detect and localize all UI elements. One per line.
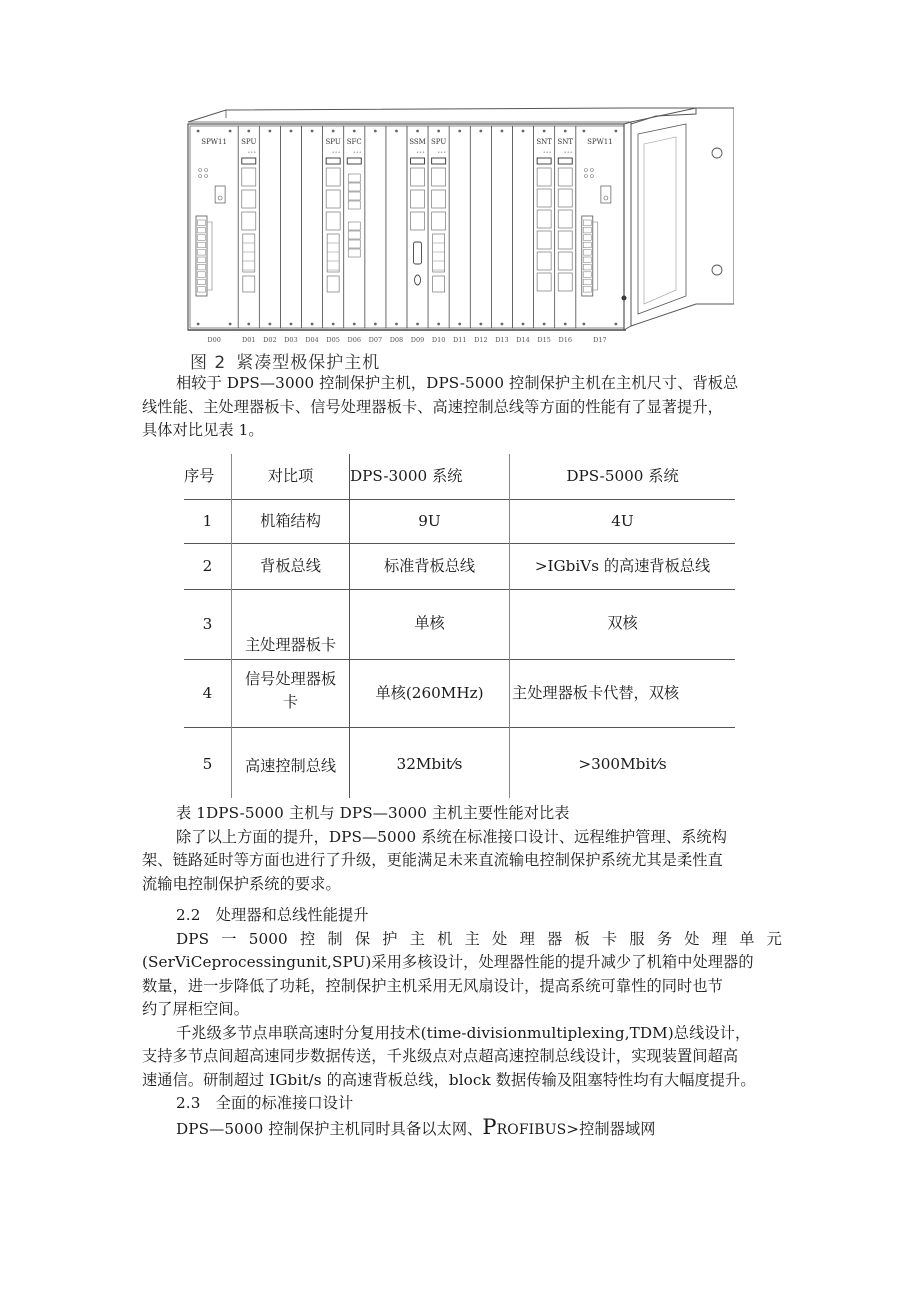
led-row-icon: ••• <box>437 150 447 156</box>
table-header-item: 对比项 <box>267 467 314 485</box>
screw-icon <box>290 130 293 133</box>
slot-id: D13 <box>495 336 509 344</box>
slot-id: D01 <box>242 336 256 344</box>
spread-token: 5000 <box>248 929 288 948</box>
screw-icon <box>332 130 335 133</box>
figure-caption <box>190 348 380 373</box>
table-cell-dps3000: 标准背板总线 <box>383 557 476 575</box>
slot-id: D07 <box>368 336 383 344</box>
slot-id: D16 <box>558 336 572 344</box>
spread-token: 控 <box>299 929 316 948</box>
spread-token: 理 <box>519 929 535 948</box>
screw-icon <box>479 323 482 326</box>
table-cell-item: 背板总线 <box>260 557 321 575</box>
table-rule <box>184 659 735 660</box>
screw-icon <box>197 323 200 326</box>
slot-id: D04 <box>305 336 319 344</box>
spread-token: 一 <box>221 929 237 948</box>
spread-token: 单 <box>739 929 755 948</box>
screw-icon <box>268 130 271 133</box>
table-header-dps3000: DPS-3000 系统 <box>350 467 463 485</box>
section-2-2-para1-line-2: (SerViCeprocessingunit,SPU)采用多核设计，处理器性能的提升减少了机箱中处理器的 <box>142 953 754 971</box>
spread-token: 保 <box>354 929 371 948</box>
screw-icon <box>416 323 419 326</box>
screw-icon <box>543 323 546 326</box>
slot-label: SPW11 <box>201 138 227 146</box>
chassis-top-edge <box>188 110 631 122</box>
slot-id: D15 <box>537 336 551 344</box>
led-row-icon: ••• <box>247 150 257 156</box>
section-2-2-heading: 2.2 处理器和总线性能提升 <box>176 906 369 924</box>
screw-icon <box>374 323 377 326</box>
section-2-3 <box>142 1092 782 1142</box>
slot-id: D00 <box>207 336 221 344</box>
screw-icon <box>311 323 314 326</box>
screw-icon <box>290 323 293 326</box>
slot-id: D12 <box>474 336 488 344</box>
screw-icon <box>247 130 250 133</box>
chassis-top <box>188 108 696 124</box>
screw-icon <box>437 130 440 133</box>
spread-token: 主 <box>409 929 426 948</box>
slot-id: D03 <box>284 336 298 344</box>
screw-icon <box>229 130 232 133</box>
table-header-dps5000: DPS-5000 系统 <box>566 467 679 485</box>
spread-token: 理 <box>711 929 728 948</box>
table-cell-dps5000: >IGbiVs 的高速背板总线 <box>534 557 711 575</box>
screw-icon <box>311 130 314 133</box>
chassis-side-panel <box>638 124 686 314</box>
spread-token: 板 <box>574 929 590 948</box>
screw-icon <box>395 323 398 326</box>
table-cell-dps3000: 单核(260MHz) <box>375 684 484 702</box>
section-2-2 <box>142 904 782 1092</box>
screw-icon <box>501 130 504 133</box>
screw-icon <box>229 323 232 326</box>
screw-icon <box>564 130 567 133</box>
table-header-no: 序号 <box>184 467 215 485</box>
intro-paragraph <box>142 372 782 443</box>
led-row-icon: ••• <box>352 150 362 156</box>
table-cell-dps5000: 双核 <box>607 614 638 632</box>
section-2-3-line-big: P <box>482 1114 497 1139</box>
led-row-icon: ••• <box>331 150 341 156</box>
figure-caption-number: 图 2 <box>190 353 227 373</box>
table-rule <box>184 727 735 728</box>
screw-icon <box>501 323 504 326</box>
slot-label: SNT <box>536 138 552 146</box>
table-cell-item-line2: 卡 <box>282 693 299 711</box>
slot-id: D17 <box>593 336 607 344</box>
screw-icon <box>522 323 525 326</box>
led-row-icon: ••• <box>563 150 573 156</box>
intro-line-2: 线性能、主处理器板卡、信号处理器板卡、高速控制总线等方面的性能有了显著提升， <box>142 397 723 416</box>
spread-token: 器 <box>547 929 563 948</box>
section-2-2-para2-line-2: 支持多节点间超高速同步数据传送，千兆级点对点超高速控制总线设计，实现装置间超高 <box>142 1047 739 1065</box>
slot-label: SNT <box>557 138 574 146</box>
screw-icon <box>614 323 617 326</box>
screw-icon <box>479 130 482 133</box>
comparison-table <box>184 454 735 798</box>
section-2-2-para1-line-4: 约了屏柜空间。 <box>142 1000 250 1018</box>
chassis-drawing <box>186 104 734 350</box>
table-cell-dps5000: >300Mbit⁄s <box>578 755 667 773</box>
screw-icon <box>458 323 461 326</box>
slot-id: D14 <box>516 336 530 344</box>
spread-token: 主 <box>464 929 480 948</box>
table-cell-item: 机箱结构 <box>260 512 321 530</box>
table-cell-item-line1: 信号处理器板 <box>244 670 337 688</box>
slot-id: D08 <box>389 336 404 344</box>
section-2-3-heading: 2.3 全面的标准接口设计 <box>176 1094 354 1112</box>
slot-id: D06 <box>347 336 361 344</box>
screw-icon <box>374 130 377 133</box>
section-2-2-para1-line-3: 数量，进一步降低了功耗，控制保护主机采用无风扇设计，提高系统可靠性的同时也节 <box>142 976 723 995</box>
intro-line-1: 相较于 DPS—3000 控制保护主机，DPS-5000 控制保护主机在主机尺寸、背板总 <box>176 374 739 392</box>
section-2-3-line-smallcaps: ROFIBUS <box>496 1121 567 1138</box>
after-table-block <box>142 802 782 896</box>
table-rule <box>184 543 735 544</box>
after-table-line-3: 流输电控制保护系统的要求。 <box>142 874 341 893</box>
screw-icon <box>582 130 585 133</box>
table-cell-no: 3 <box>202 615 213 633</box>
chassis-side-bracket <box>631 108 734 326</box>
section-2-2-para2-line-3: 速通信。研制超过 IGbit/s 的高速背板总线，block 数据传输及阻塞特性均有大幅度提升。 <box>142 1070 756 1089</box>
screw-icon <box>247 323 250 326</box>
table-cell-dps3000: 单核 <box>414 614 445 632</box>
after-table-line-1: 除了以上方面的提升，DPS—5000 系统在标准接口设计、远程维护管理、系统构 <box>176 827 727 846</box>
screw-icon <box>614 130 617 133</box>
slot-id: D10 <box>431 336 446 344</box>
screw-icon <box>522 130 525 133</box>
table-cell-item: 高速控制总线 <box>244 757 337 775</box>
screw-icon <box>332 323 335 326</box>
table-cell-no: 1 <box>202 512 213 530</box>
spread-token: 制 <box>327 929 343 948</box>
spread-token: DPS <box>176 929 210 948</box>
table-rule <box>184 589 735 590</box>
section-2-3-line-1 <box>142 1116 782 1143</box>
spread-token: 务 <box>656 929 673 948</box>
table-cell-dps3000: 9U <box>418 512 441 530</box>
table-cell-dps3000: 32Mbit⁄s <box>396 755 463 773</box>
screw-icon <box>353 323 356 326</box>
table-cell-dps5000: 4U <box>611 512 634 530</box>
screw-icon <box>197 130 200 133</box>
spread-token: 处 <box>492 929 508 948</box>
section-2-2-para1-line-1 <box>142 928 782 952</box>
slot-label: SPW11 <box>587 138 613 146</box>
spread-token: 元 <box>766 929 782 948</box>
spread-token: 处 <box>684 929 700 948</box>
chassis-figure <box>186 104 734 350</box>
section-2-2-para2-line-1: 千兆级多节点串联高速时分复用技术(time-divisionmultiplexing,TDM)总线设计， <box>176 1023 751 1042</box>
table-caption: 表 1DPS-5000 主机与 DPS—3000 主机主要性能对比表 <box>176 804 570 822</box>
spread-token: 机 <box>437 929 453 948</box>
slot-label: SSM <box>409 138 426 146</box>
section-2-3-line-suffix: >控制器域网 <box>566 1119 656 1138</box>
slot-id: D02 <box>263 336 277 344</box>
screw-icon <box>416 130 419 133</box>
table-cell-item: 主处理器板卡 <box>244 636 337 654</box>
table-cell-no: 4 <box>202 684 213 702</box>
screw-icon <box>268 323 271 326</box>
slot-label: SFC <box>346 138 362 146</box>
screw-icon <box>353 130 356 133</box>
slot-id: D05 <box>326 336 340 344</box>
slot-label: SPU <box>325 138 341 146</box>
slot-id: D09 <box>410 336 425 344</box>
screw-icon <box>564 323 567 326</box>
figure-caption-text: 紧凑型极保护主机 <box>236 353 381 373</box>
screw-icon <box>543 130 546 133</box>
intro-line-3: 具体对比见表 1。 <box>142 421 264 439</box>
mounting-hole-icon <box>712 265 722 275</box>
table-cell-no: 5 <box>202 755 213 773</box>
section-2-3-line-prefix: DPS—5000 控制保护主机同时具备以太网、 <box>176 1119 483 1138</box>
led-row-icon: ••• <box>542 150 552 156</box>
led-row-icon: ••• <box>416 150 425 156</box>
mounting-hole-icon <box>712 148 722 158</box>
screw-icon <box>458 130 461 133</box>
table-col-divider <box>231 454 232 798</box>
spread-token: 护 <box>382 929 398 948</box>
spread-token: 卡 <box>601 929 618 948</box>
table-rule <box>184 499 735 500</box>
screw-icon <box>395 130 398 133</box>
table-cell-dps5000: 主处理器板卡代替，双核 <box>512 684 680 702</box>
screw-icon <box>437 323 440 326</box>
spread-token: 服 <box>629 929 645 948</box>
slot-id: D11 <box>453 336 467 344</box>
slot-label: SPU <box>430 138 447 146</box>
after-table-line-2: 架、链路延时等方面也进行了升级，更能满足未来直流输电控制保护系统尤其是柔性直 <box>142 851 723 869</box>
slot-label: SPU <box>241 138 257 146</box>
screw-icon <box>582 323 585 326</box>
chassis-side-inner <box>644 137 676 304</box>
table-cell-no: 2 <box>202 557 213 575</box>
